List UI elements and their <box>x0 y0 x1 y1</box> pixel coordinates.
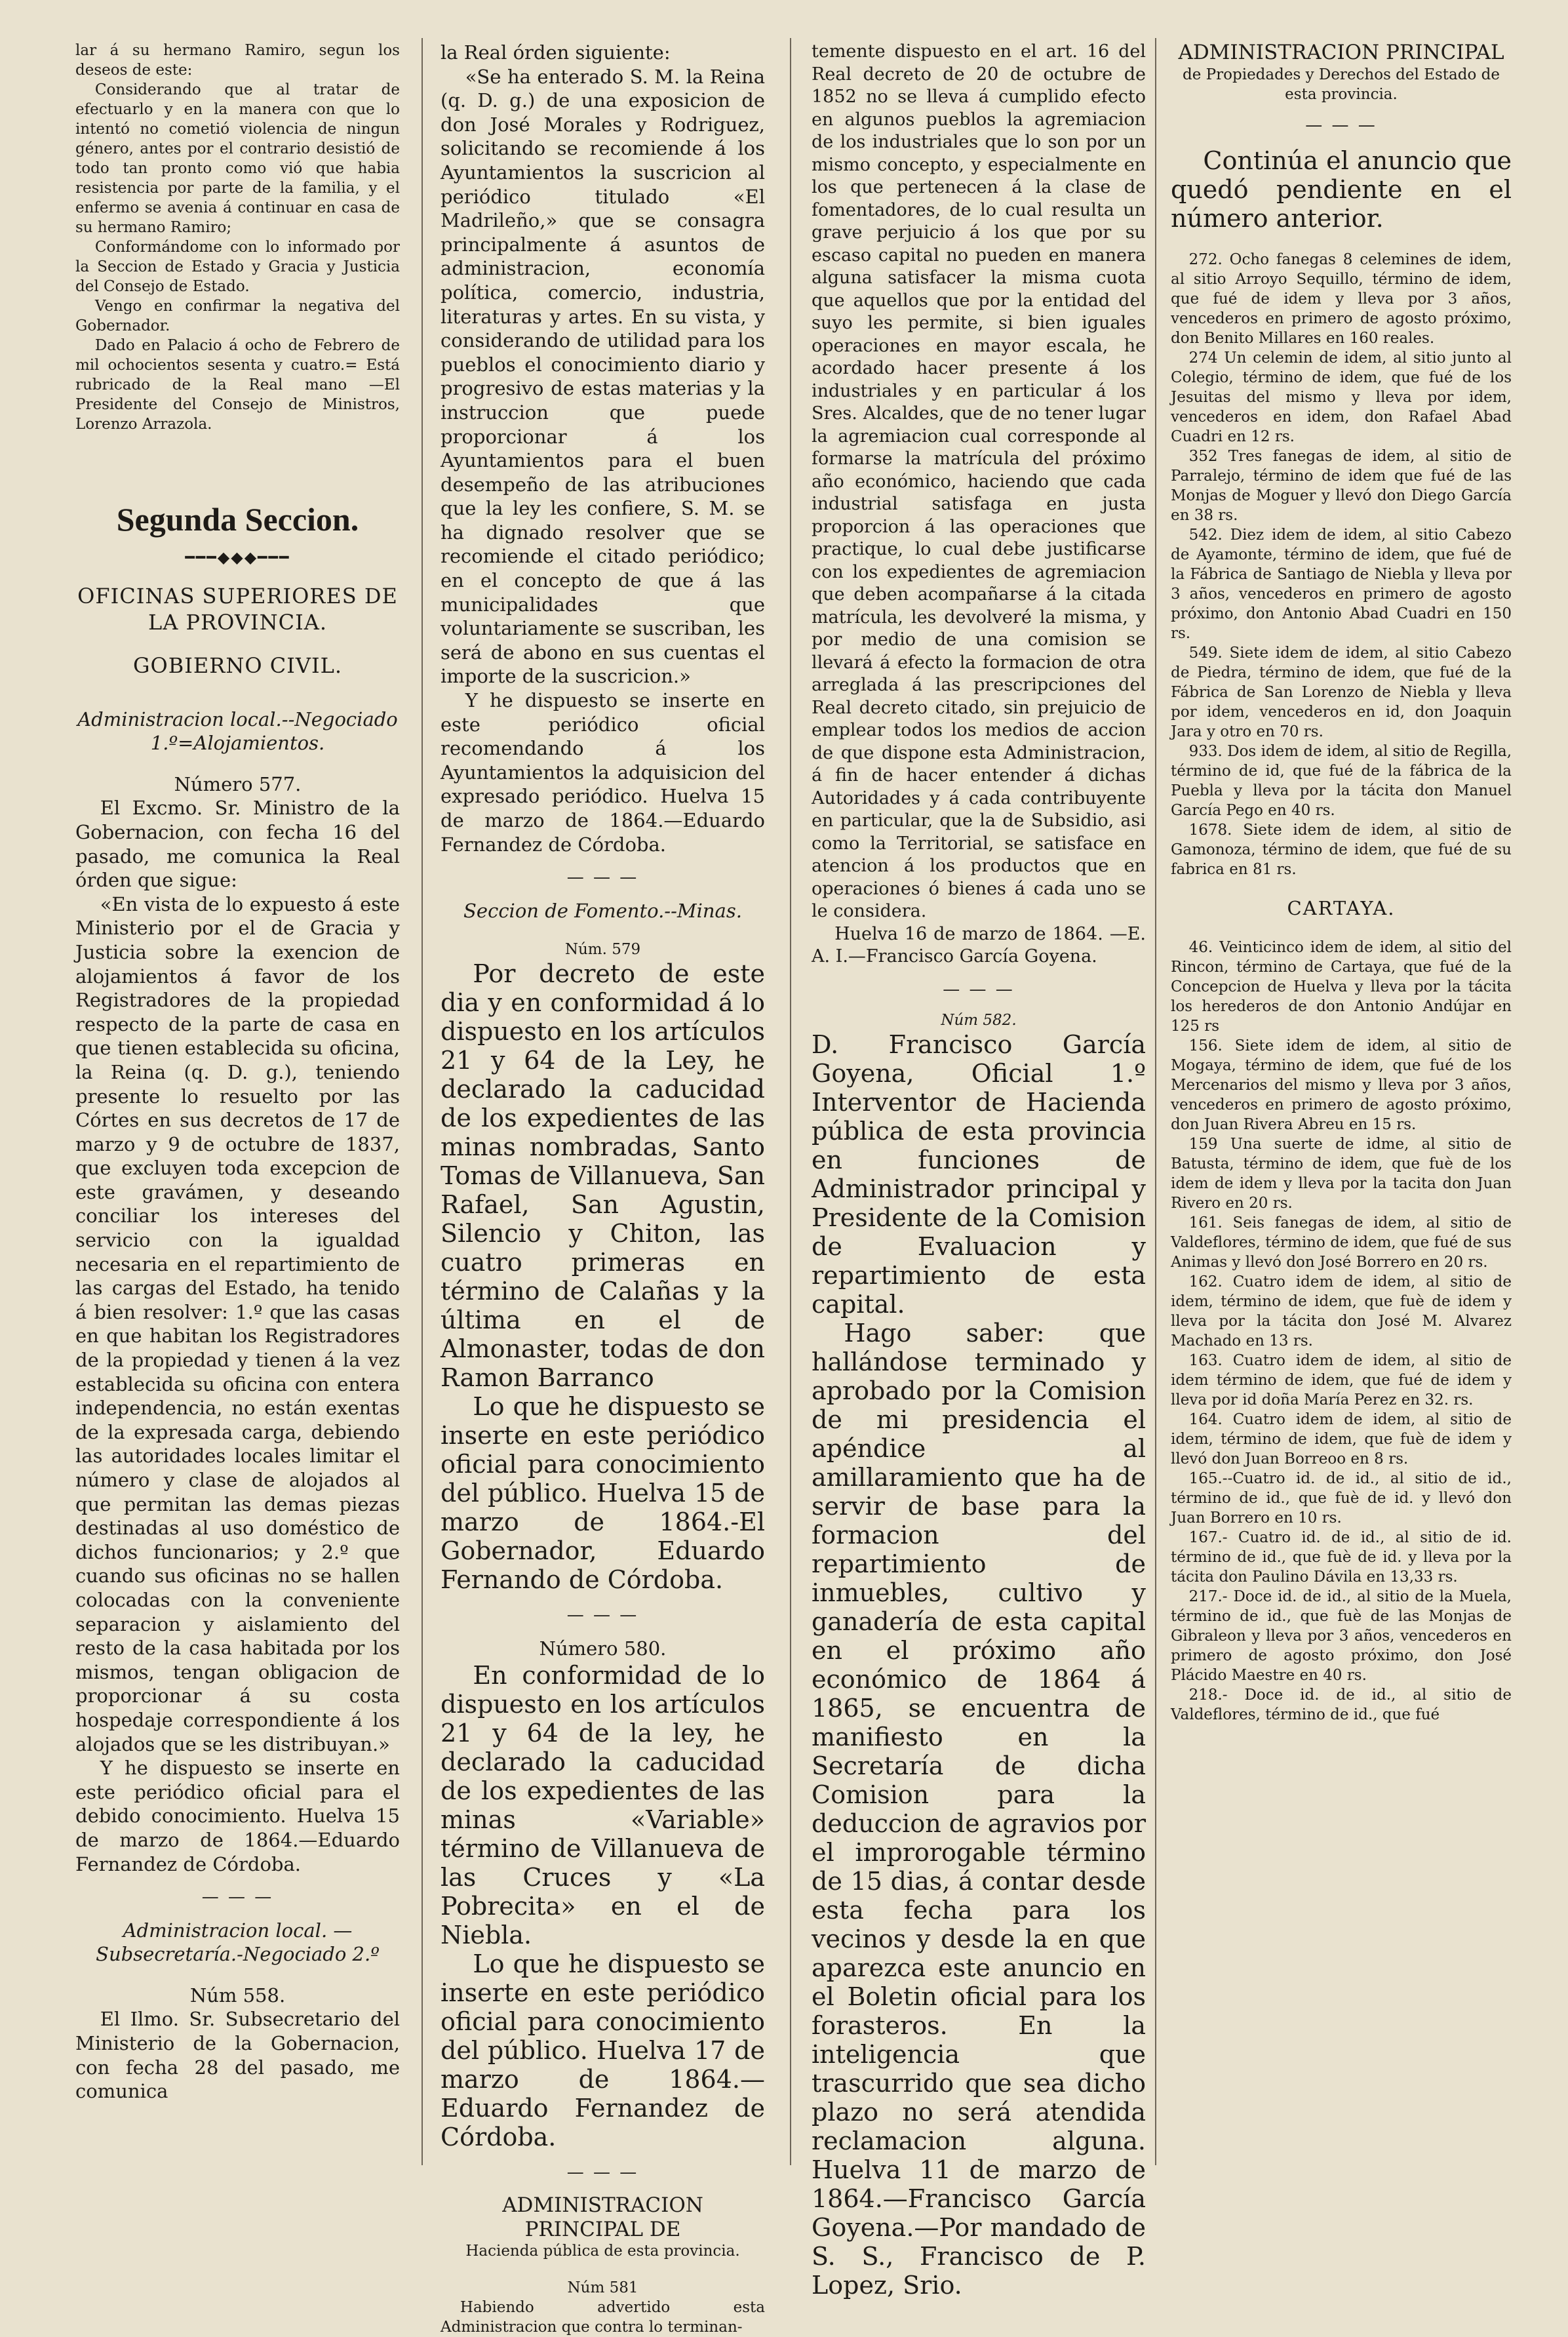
column-1 <box>75 41 400 2104</box>
paragraph: Vengo en confirmar la negativa del Gobernador. <box>75 298 400 334</box>
number-heading: Número 580. <box>539 1637 667 1660</box>
paragraph: la Real órden siguiente: <box>441 41 671 64</box>
list-item: 352 Tres fanegas de idem, al sitio de Parralejo, término de idem que fué de las Monjas de Moguer y llevó don Diego García en 38 rs. <box>1171 448 1512 525</box>
paragraph: Y he dispuesto se inserte en este periódico oficial para el debido conocimiento. Huelva 15 de marzo de 1864.—Eduardo Fernandez de Córdoba. <box>75 1757 400 1875</box>
paragraph: Lo que he dispuesto se inserte en este periódico oficial para conocimiento del público. Huelva 17 de marzo de 1864.—Eduardo Fernandez de Córdoba. <box>441 1949 765 2151</box>
admin-subtitle: de Propiedades y Derechos del Estado de esta provincia. <box>1183 66 1500 103</box>
column-rule <box>421 38 423 2165</box>
list-item: 165.--Cuatro id. de id., al sitio de id., término de id., que fuè de id. y llevó don Juan Borrero en 10 rs. <box>1171 1469 1512 1527</box>
separator: — — — <box>201 1887 274 1908</box>
separator: — — — <box>566 2162 639 2182</box>
separator: — — — <box>1305 115 1377 135</box>
offices-title: OFICINAS SUPERIORES DE LA PROVINCIA. <box>77 583 398 635</box>
paragraph: El Excmo. Sr. Ministro de la Gobernacion, con fecha 16 del pasado, me comunica la Real órden que sigue: <box>75 797 400 892</box>
column-rule <box>790 38 791 2165</box>
list-item: 542. Diez idem de idem, al sitio Cabezo de Ayamonte, término de idem, que fué de la Fábrica de Santiago de Niebla y lleva por 3 años, vencederos en primero de agosto próximo, don Antonio Abad Cuadri en 150 rs. <box>1171 527 1512 643</box>
separator: — — — <box>566 1605 639 1626</box>
fomento-heading: Seccion de Fomento.--Minas. <box>463 899 742 922</box>
paragraph: Por decreto de este dia y en conformidad á lo dispuesto en los artículos 21 y 64 de la Ley, he declarado la caducidad de los expedientes de las minas nombradas, Santo Tomas de Villanueva, San Rafael, San Agustin, Silencio y Chiton, las cuatro primeras en término de Calañas y la última en el de Almonaster, todas de don Ramon Barranco <box>441 959 765 1393</box>
column-2 <box>441 41 765 2337</box>
paragraph: lar á su hermano Ramiro, segun los deseos de este: <box>75 42 400 79</box>
paragraph: temente dispuesto en el art. 16 del Real decreto de 20 de octubre de 1852 no se lleva á cumplido efecto en algunos pueblos la agremiacion de los industriales que lo son por un mismo concepto, y especialmente en los que pertenecen á la clase de fomentadores, de lo cual resulta un grave perjuicio á los que por su escaso capital no pueden en manera alguna satisfacer la misma cuota que aquellos que por la entidad del suyo les permite, si bien iguales operaciones en mayor escala, he acordado hacer presente á los industriales y en particular á los Sres. Alcaldes, que de no tener lugar la agremiacion cual corresponde al formarse la matrícula del próximo año económico, haciendo que cada industrial satisfaga en justa proporcion á las operaciones que practique, lo cual debe justificarse con los expedientes de agremiacion que deben acompañarse á la citada matrícula, les devolveré la misma, y por medio de una comision se llevará á efecto la formacion de otra arreglada á las prescripciones del Real decreto citado, sin prejuicio de emplear todos los medios de accion de que dispone esta Administracion, á fin de hacer entender á dichas Autoridades y á cada contribuyente en particular, que la de Subsidio, asi como la Territorial, se satisface en atencion á los productos que en operaciones ó bienes á cada uno se le considera. <box>812 41 1146 921</box>
admin-heading: Administracion local. —Subsecretaría.-Negociado 2.º <box>96 1919 380 1966</box>
notice-header: D. Francisco García Goyena, Oficial 1.º Interventor de Hacienda pública de esta provincia en funciones de Administrador principal y Presidente de la Comision de Evaluacion y repartimiento de esta capital. <box>812 1030 1146 1319</box>
closing-decree <box>75 41 400 434</box>
column-rule <box>1155 38 1156 2165</box>
admin-subtitle: Hacienda pública de esta provincia. <box>465 2243 740 2260</box>
section-title: Segunda Seccion. <box>116 501 359 538</box>
list-item: 933. Dos idem de idem, al sitio de Regilla, término de id, que fué de la fábrica de la Puebla y lleva por la tácita don Manuel García Pego en 40 rs. <box>1171 743 1512 820</box>
list-item: 167.- Cuatro id. de id., al sitio de id. término de id., que fuè de id. y lleva por la tácita don Paulino Dávila en 13,33 rs. <box>1171 1528 1512 1586</box>
list-item: 156. Siete idem de idem, al sitio de Mogaya, término de idem, que fué de los Mercenarios del mismo y lleva por 3 años, vencederos en primero de agosto próximo, don Juan Rivera Abreu en 15 rs. <box>1171 1037 1512 1133</box>
admin-heading: Administracion local.--Negociado 1.º=Alojamientos. <box>77 708 398 755</box>
column-4 <box>1171 41 1512 1725</box>
admin-title: ADMINISTRACION PRINCIPAL DE <box>502 2193 703 2241</box>
number-heading: Núm. 579 <box>564 941 641 959</box>
gov-title: GOBIERNO CIVIL. <box>132 652 343 678</box>
list-item: 218.- Doce id. de id., al sitio de Valdeflores, término de id., que fué <box>1171 1686 1512 1723</box>
paragraph: El Ilmo. Sr. Subsecretario del Ministerio de la Gobernacion, con fecha 28 del pasado, me comunica <box>75 2008 400 2103</box>
paragraph: En conformidad de lo dispuesto en los artículos 21 y 64 de la ley, he declarado la caducidad de los expedientes de las minas «Variable» término de Villanueva de las Cruces y «La Pobrecita» en el de Niebla. <box>441 1660 765 1949</box>
paragraph: Y he dispuesto se inserte en este periódico oficial recomendando á los Ayuntamientos la adquisicion del expresado periódico. Huelva 15 de marzo de 1864.—Eduardo Fernandez de Córdoba. <box>441 689 765 856</box>
number-heading: Núm 581 <box>567 2279 638 2297</box>
paragraph: Considerando que al tratar de efectuarlo y en la manera con que lo intentó no cometió violencia de ningun género, antes por el contrario desistió de todo tan pronto como vió que habia resistencia por parte de la familia, y el enfermo se avenia á continuar en casa de su hermano Ramiro; <box>75 81 400 236</box>
list-item: 164. Cuatro idem de idem, al sitio de idem, término de idem, que fuè de idem y llevó don Juan Borreoo en 8 rs. <box>1171 1410 1512 1468</box>
number-heading: Núm 582. <box>941 1012 1017 1029</box>
number-heading: Número 577. <box>174 772 302 795</box>
list-item: 159 Una suerte de idme, al sitio de Batusta, término de idem, que fuè de los idem de idem y lleva por la tacita don Juan Rivero en 20 rs. <box>1171 1135 1512 1212</box>
list-item: 272. Ocho fanegas 8 celemines de idem, al sitio Arroyo Sequillo, término de idem, que fué de idem y lleva por 3 años, vencederos en primero de agosto próximo, don Benito Millares en 160 reales. <box>1171 251 1512 348</box>
cartaya-heading: CARTAYA. <box>1287 897 1396 920</box>
admin-title: ADMINISTRACION PRINCIPAL <box>1178 41 1504 64</box>
paragraph: Habiendo advertido esta Administracion que contra lo terminan- <box>441 2299 765 2336</box>
list-item: 274 Un celemin de idem, al sitio junto al Colegio, término de idem, que fué de los Jesuitas del mismo y lleva por idem, vencederos en idem, don Rafael Abad Cuadri en 12 rs. <box>1171 350 1512 446</box>
separator: — — — <box>943 979 1015 999</box>
column-3 <box>812 41 1146 2300</box>
list-item: 163. Cuatro idem de idem, al sitio de idem término de idem, que fué de idem y lleva por id doña María Perez en 32. rs. <box>1171 1351 1512 1408</box>
list-item: 549. Siete idem de idem, al sitio Cabezo de Piedra, término de idem, que fué de la Fábrica de San Lorenzo de Niebla y lleva por idem, vencederos en id, don Joaquin Jara y otro en 70 rs. <box>1171 645 1512 741</box>
property-list <box>1171 938 1512 1725</box>
property-list <box>1171 250 1512 879</box>
list-item: 1678. Siete idem de idem, al sitio de Gamonoza, término de idem, que fué de su fabrica en 81 rs. <box>1171 822 1512 879</box>
paragraph: Conformándome con lo informado por la Seccion de Estado y Gracia y Justicia del Consejo de Estado. <box>75 239 400 295</box>
separator: — — — <box>566 868 639 888</box>
paragraph: Dado en Palacio á ocho de Febrero de mil ochocientos sesenta y cuatro.= Está rubricado de la Real mano —El Presidente del Consejo de Ministros, Lorenzo Arrazola. <box>75 337 400 433</box>
number-heading: Núm 558. <box>189 1984 286 2007</box>
list-item: 46. Veinticinco idem de idem, al sitio del Rincon, término de Cartaya, que fué de la Concepcion de Huelva y lleva por la tácita los herederos de don Antonio Andújar en 125 rs <box>1171 938 1512 1035</box>
list-item: 162. Cuatro idem de idem, al sitio de idem, término de idem, que fuè de idem y lleva por la tácita don José M. Alvarez Machado en 13 rs. <box>1171 1273 1512 1349</box>
paragraph: Huelva 16 de marzo de 1864. —E. A. I.—Francisco García Goyena. <box>812 923 1146 967</box>
list-item: 217.- Doce id. de id., al sitio de la Muela, término de id., que fuè de las Monjas de Gibraleon y lleva por 3 años, vencederos en primero de agosto próximo, don José Plácido Maestre en 40 rs. <box>1171 1588 1512 1684</box>
section-ornament: ━━━◆◆◆━━━ <box>185 548 290 567</box>
paragraph: «En vista de lo expuesto á este Ministerio por el de Gracia y Justicia sobre la exencion de alojamientos á favor de los Registradores de la propiedad respecto de la parte de casa en que tienen establecida su oficina, la Reina (q. D. g.), teniendo presente lo resuelto por las Córtes en sus decretos de 17 de marzo y 9 de octubre de 1837, que excluyen toda excepcion de este gravámen, y deseando conciliar los intereses del servicio con la igualdad necesaria en el repartimiento de las cargas del Estado, ha tenido á bien resolver: 1.º que las casas en que habitan los Registradores de la propiedad y tienen á la vez establecida su oficina con entera independencia, no están exentas de la expresada carga, debiendo las autoridades locales limitar el número y clase de alojados al que permitan las demas piezas destinadas al uso doméstico de dichos funcionarios; y 2.º que cuando sus oficinas no se hallen colocadas con la conveniente separacion y aislamiento del resto de la casa habitada por los mismos, tengan obligacion de proporcionar á su costa hospedaje correspondiente á los alojados que se les distribuyan.» <box>75 892 400 1755</box>
list-item: 161. Seis fanegas de idem, al sitio de Valdeflores, término de idem, que fué de sus Animas y llevó don José Borrero en 20 rs. <box>1171 1214 1512 1271</box>
paragraph: «Se ha enterado S. M. la Reina (q. D. g.) de una exposicion de don José Morales y Rodriguez, solicitando se recomiende á los Ayuntamientos la suscricion al periódico titulado «El Madrileño,» que se consagra principalmente á asuntos de administracion, economía política, comercio, industria, literaturas y artes. En su vista, y considerando de utilidad para los pueblos el conocimiento diario y progresivo de estas materias y la instruccion que puede proporcionar á los Ayuntamientos para el buen desempeño de las atribuciones que la ley les confiere, S. M. se ha dignado resolver que se recomiende el citado periódico; en el concepto de que á las municipalidades que voluntariamente se suscriban, les será de abono en sus cuentas el importe de la suscricion.» <box>441 65 765 688</box>
paragraph: Hago saber: que hallándose terminado y aprobado por la Comision de mi presidencia el apéndice al amillaramiento que ha de servir de base para la formacion del repartimiento de inmuebles, cultivo y ganadería de esta capital en el próximo año económico de 1864 á 1865, se encuentra de manifiesto en la Secretaría de dicha Comision para la deduccion de agravios por el improrogable término de 15 dias, á contar desde esta fecha para los vecinos y desde la en que aparezca este anuncio en el Boletin oficial para los forasteros. En la inteligencia que trascurrido que sea dicho plazo no será atendida reclamacion alguna. Huelva 11 de marzo de 1864.—Francisco García Goyena.—Por mandado de S. S., Francisco de P. Lopez, Srio. <box>812 1319 1146 2300</box>
paragraph: Lo que he dispuesto se inserte en este periódico oficial para conocimiento del público. Huelva 15 de marzo de 1864.-El Gobernador, Eduardo Fernando de Córdoba. <box>441 1392 765 1595</box>
lead-notice: Continúa el anuncio que quedó pendiente en el número anterior. <box>1171 146 1512 233</box>
